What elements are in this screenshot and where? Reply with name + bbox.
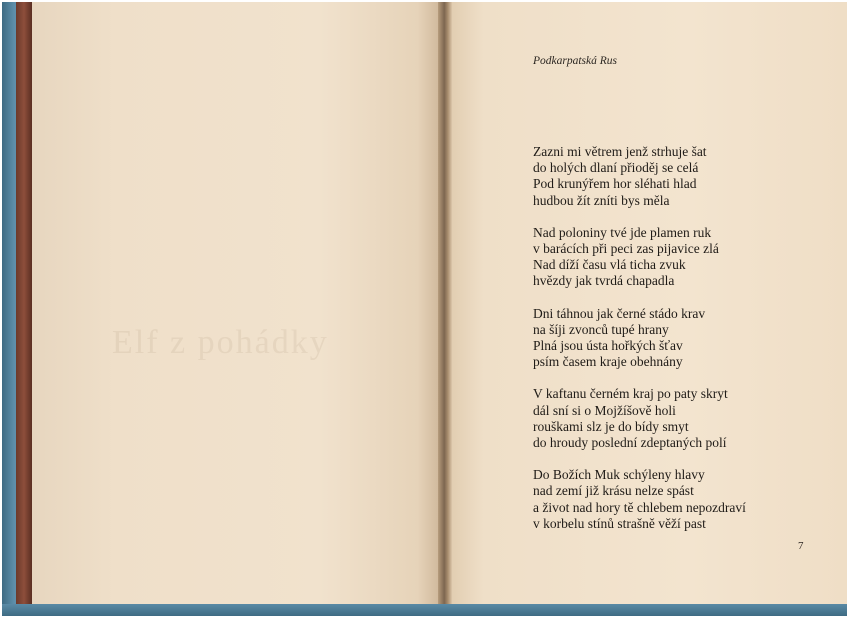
verse-line: na šíji zvonců tupé hrany: [533, 321, 669, 337]
book-gutter: [438, 2, 452, 605]
verse-line: v korbelu stínů strašně věží past: [533, 515, 706, 531]
verse-line: Plná jsou ústa hořkých šťav: [533, 338, 683, 354]
verse-line: Pod krunýřem hor sléhati hlad: [533, 176, 697, 192]
running-head: Podkarpatská Rus: [533, 55, 618, 67]
stanza: [533, 144, 746, 209]
verse-line: Nad poloniny tvé jde plamen ruk: [533, 224, 712, 240]
verse-line: nad zemí již krásu nelze spást: [533, 483, 694, 499]
bottom-cover-edge: [2, 604, 847, 616]
verse-line: v barácích při peci zas pijavice zlá: [533, 241, 719, 257]
verse-line: a život nad hory tě chlebem nepozdraví: [533, 499, 746, 515]
verse-line: hudbou žít zníti bys měla: [533, 192, 670, 208]
spine-strip: [16, 2, 32, 616]
show-through-text: Elf z pohádky: [112, 324, 329, 361]
verse-line: Do Božích Muk schýleny hlavy: [533, 467, 705, 483]
verse-line: Nad díží času vlá ticha zvuk: [533, 257, 686, 273]
open-book: [2, 2, 847, 616]
verse-line: psím časem kraje obehnány: [533, 354, 683, 370]
left-page: [32, 2, 442, 605]
stanza: [533, 386, 746, 451]
verse-line: rouškami slz je do bídy smyt: [533, 418, 689, 434]
poem: [533, 144, 746, 548]
verse-line: Zazni mi větrem jenž strhuje šat: [533, 144, 707, 159]
verse-line: Dni táhnou jak černé stádo krav: [533, 305, 706, 321]
stanza: [533, 225, 746, 290]
verse-line: dál sní si o Mojžíšově holi: [533, 402, 676, 418]
right-page: [452, 2, 847, 605]
stanza: [533, 306, 746, 371]
verse-line: do holých dlaní přioděj se celá: [533, 160, 699, 176]
page-number: 7: [798, 540, 804, 552]
stanza: [533, 467, 746, 532]
verse-line: hvězdy jak tvrdá chapadla: [533, 273, 675, 289]
verse-line: do hroudy poslední zdeptaných polí: [533, 435, 727, 451]
verse-line: V kaftanu černém kraj po paty skryt: [533, 386, 728, 402]
